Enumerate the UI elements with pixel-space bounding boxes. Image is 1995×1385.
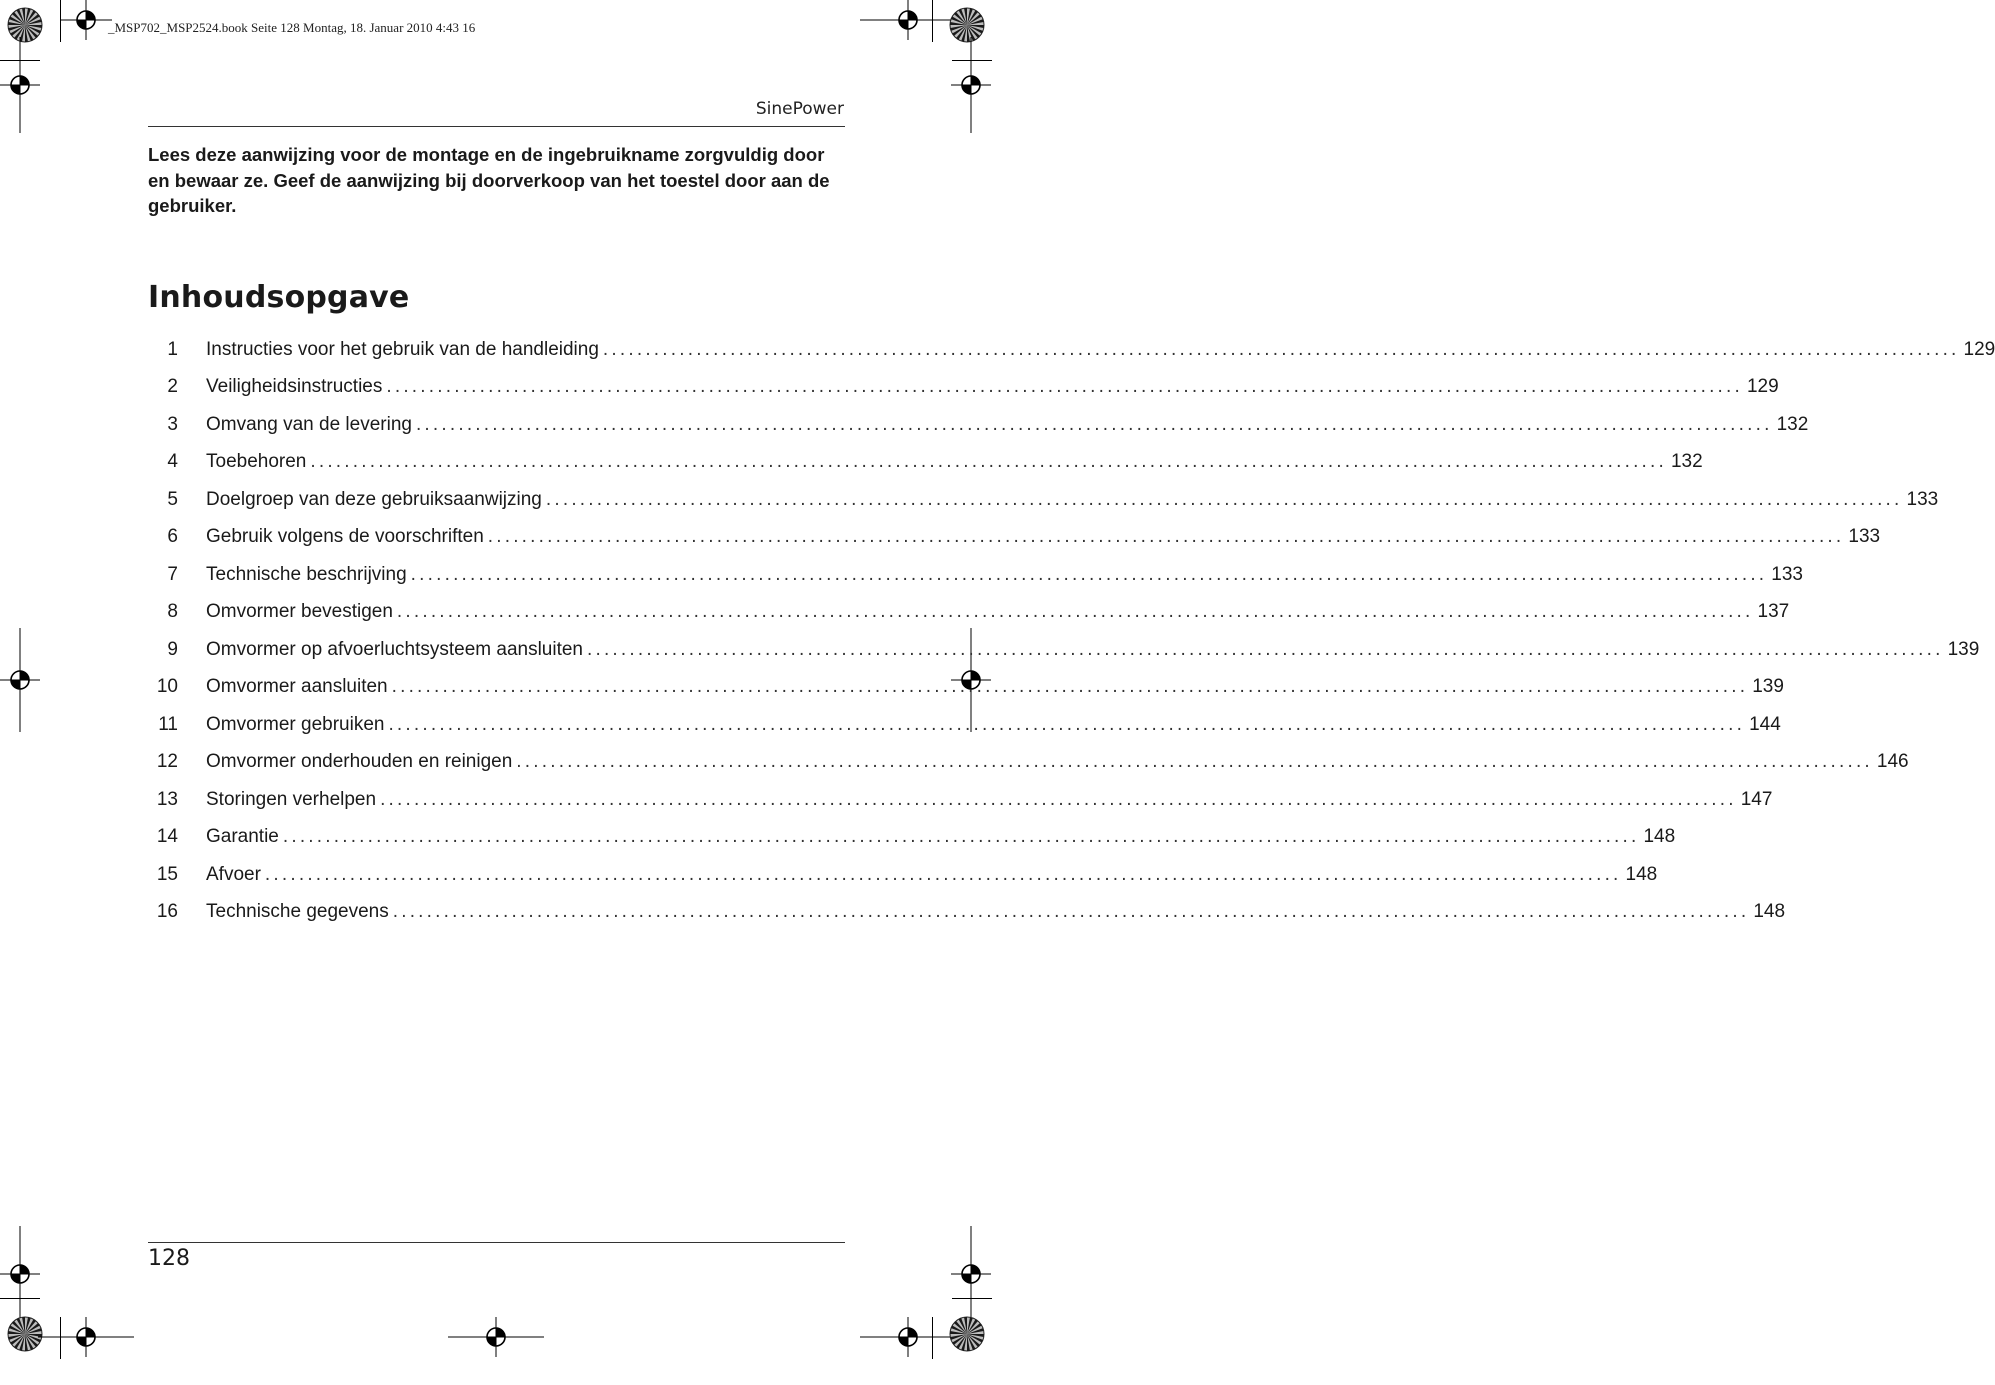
toc-entry-page: 133	[1906, 488, 1939, 510]
toc-entry-label: Technische beschrijving	[206, 563, 407, 585]
toc-entry[interactable]	[148, 519, 1881, 557]
registration-mark-bottom-center	[448, 1289, 544, 1385]
toc-entry-page: 139	[1947, 638, 1980, 660]
dot-leader: ................................................................................................................................................................	[388, 713, 1746, 735]
toc-entry-page: 129	[1746, 376, 1779, 398]
intro-paragraph: Lees deze aanwijzing voor de montage en de ingebruikname zorgvuldig door en bewaar ze. Geef de aanwijzing bij doorverkoop van het toestel door aan de gebruiker.	[148, 144, 830, 216]
dot-leader: ................................................................................................................................................................	[386, 376, 1743, 398]
toc-entry-page: 148	[1625, 863, 1658, 885]
crop-line	[0, 60, 40, 61]
toc-entry-number: 14	[156, 826, 178, 848]
toc-entry[interactable]	[148, 406, 1809, 444]
dot-leader: ................................................................................................................................................................	[410, 563, 1768, 585]
table-of-contents	[148, 331, 1995, 931]
registration-mark-upper-left	[0, 37, 68, 133]
toc-entry-label: Omvormer onderhouden en reinigen	[206, 751, 513, 773]
toc-entry-number: 4	[167, 451, 178, 473]
toc-title: Inhoudsopgave	[148, 280, 410, 315]
crop-line	[0, 1298, 40, 1299]
toc-entry[interactable]	[148, 481, 1939, 519]
toc-entry-page: 133	[1771, 563, 1803, 585]
toc-entry-label: Garantie	[206, 826, 279, 848]
toc-entry-label: Technische gegevens	[206, 901, 389, 923]
toc-entry-number: 1	[167, 338, 178, 360]
toc-entry-number: 10	[156, 676, 178, 698]
toc-entry[interactable]	[148, 331, 1995, 369]
toc-entry-number: 2	[167, 376, 178, 398]
dot-leader: ................................................................................................................................................................	[396, 601, 1754, 623]
dot-leader: ................................................................................................................................................................	[310, 451, 1667, 473]
toc-entry-label: Omvang van de levering	[206, 413, 412, 435]
registration-mark-bottom-right	[860, 1289, 956, 1385]
toc-entry-page: 146	[1876, 751, 1909, 773]
toc-entry-label: Omvormer aansluiten	[206, 676, 388, 698]
toc-entry-number: 13	[156, 788, 178, 810]
dot-leader: ................................................................................................................................................................	[264, 863, 1622, 885]
toc-entry-page: 133	[1848, 526, 1881, 548]
dot-leader: ................................................................................................................................................................	[282, 826, 1640, 848]
dot-leader: ................................................................................................................................................................	[545, 488, 1903, 510]
toc-entry[interactable]	[148, 669, 1784, 707]
crop-line	[932, 0, 933, 42]
toc-entry-page: 129	[1963, 338, 1995, 360]
toc-entry-label: Instructies voor het gebruik van de handleiding	[206, 338, 599, 360]
toc-entry-number: 6	[167, 526, 178, 548]
registration-mark-upper-right	[923, 37, 1019, 133]
toc-entry-number: 7	[167, 563, 178, 585]
registration-mark-middle-left	[0, 628, 72, 732]
page-number: 128	[148, 1246, 190, 1271]
dot-leader: ................................................................................................................................................................	[380, 788, 1737, 810]
crop-line	[60, 1317, 61, 1359]
toc-entry-label: Toebehoren	[206, 451, 307, 473]
toc-entry-label: Veiligheidsinstructies	[206, 376, 383, 398]
toc-entry[interactable]	[148, 819, 1676, 857]
starburst-mark-bottom-right	[948, 1315, 986, 1353]
toc-entry[interactable]	[148, 744, 1909, 782]
toc-entry[interactable]	[148, 706, 1781, 744]
toc-entry-page: 132	[1776, 413, 1809, 435]
footer-rule	[148, 1242, 845, 1243]
toc-entry[interactable]	[148, 594, 1790, 632]
dot-leader: ................................................................................................................................................................	[516, 751, 1873, 773]
toc-entry-page: 148	[1753, 901, 1786, 923]
toc-entry-page: 139	[1752, 676, 1784, 698]
toc-entry-page: 137	[1757, 601, 1790, 623]
toc-entry-number: 15	[156, 863, 178, 885]
toc-entry-label: Omvormer gebruiken	[206, 713, 385, 735]
dot-leader: ................................................................................................................................................................	[415, 413, 1773, 435]
toc-entry[interactable]	[148, 369, 1779, 407]
crop-line	[932, 1317, 933, 1359]
print-info-line: _MSP702_MSP2524.book Seite 128 Montag, 18. Januar 2010 4:43 16	[108, 20, 476, 35]
toc-entry[interactable]	[148, 631, 1980, 669]
header-rule	[148, 126, 845, 127]
dot-leader: ................................................................................................................................................................	[587, 638, 1944, 660]
toc-entry-number: 16	[156, 901, 178, 923]
toc-entry-number: 3	[167, 413, 178, 435]
toc-entry-number: 8	[167, 601, 178, 623]
toc-entry-label: Doelgroep van deze gebruiksaanwijzing	[206, 488, 542, 510]
registration-mark-bottom-left	[38, 1289, 134, 1385]
toc-entry-page: 147	[1740, 788, 1773, 810]
toc-entry[interactable]	[148, 894, 1786, 932]
dot-leader: ................................................................................................................................................................	[391, 676, 1749, 698]
toc-entry[interactable]	[148, 856, 1658, 894]
toc-entry-label: Afvoer	[206, 863, 261, 885]
toc-entry-label: Storingen verhelpen	[206, 788, 377, 810]
toc-entry-label: Omvormer bevestigen	[206, 601, 393, 623]
toc-entry-number: 9	[167, 638, 178, 660]
dot-leader: ................................................................................................................................................................	[602, 338, 1960, 360]
toc-entry[interactable]	[148, 556, 1803, 594]
toc-entry-number: 5	[167, 488, 178, 510]
toc-entry-page: 144	[1749, 713, 1781, 735]
toc-entry[interactable]	[148, 781, 1773, 819]
toc-entry-label: Omvormer op afvoerluchtsysteem aansluiten	[206, 638, 583, 660]
brand-header: SinePower	[755, 99, 844, 119]
toc-entry-label: Gebruik volgens de voorschriften	[206, 526, 484, 548]
toc-entry-page: 132	[1670, 451, 1703, 473]
toc-entry-number: 11	[158, 713, 178, 735]
dot-leader: ................................................................................................................................................................	[392, 901, 1750, 923]
toc-entry[interactable]	[148, 444, 1703, 482]
crop-line	[952, 1298, 992, 1299]
toc-entry-page: 148	[1643, 826, 1676, 848]
crop-line	[952, 60, 992, 61]
toc-entry-number: 12	[156, 751, 178, 773]
dot-leader: ................................................................................................................................................................	[487, 526, 1845, 548]
crop-line	[60, 0, 61, 42]
